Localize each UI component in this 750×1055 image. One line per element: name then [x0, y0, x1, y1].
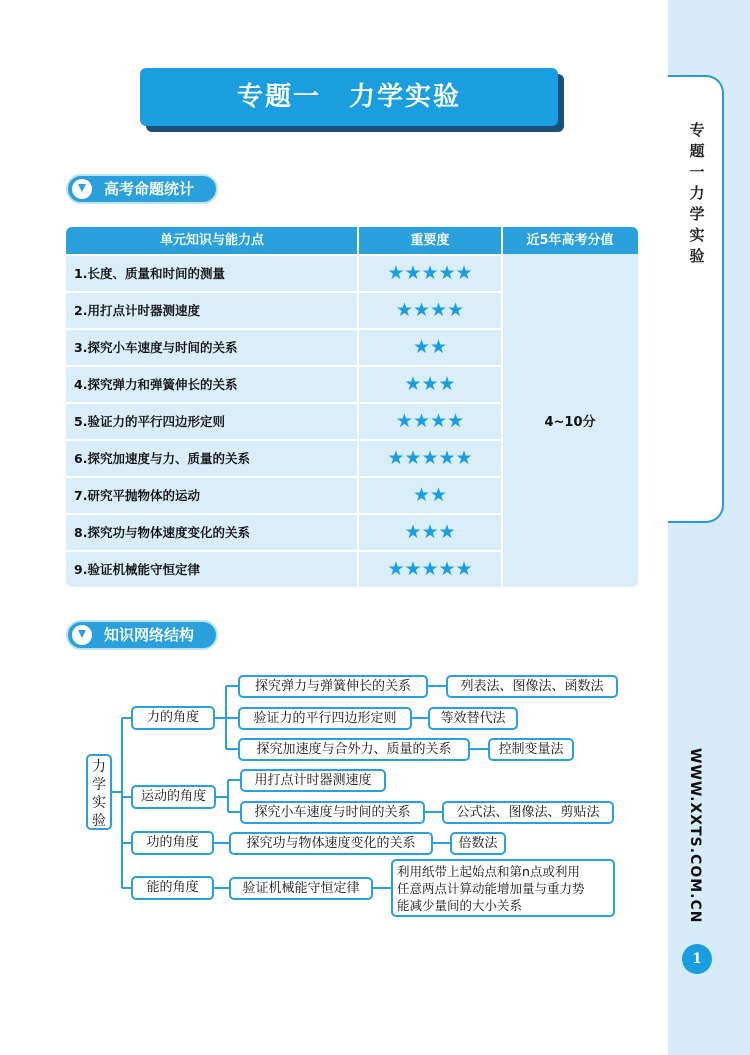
- item-timer: 用打点计时器测速度: [240, 769, 386, 792]
- row-name: 8.探究功与物体速度变化的关系: [74, 525, 250, 540]
- item-spring-method: 列表法、图像法、函数法: [446, 675, 618, 698]
- side-chapter-label: 专题一 力学实验: [689, 121, 705, 265]
- note-line: 利用纸带上起始点和第n点或利用: [397, 864, 580, 879]
- table-header-cell: 重要度: [410, 233, 450, 248]
- row-stars: ★★★★★: [387, 262, 473, 284]
- row-stars: ★★★: [404, 373, 456, 395]
- table-header-cell: 近5年高考分值: [526, 233, 614, 248]
- item-cart: 探究小车速度与时间的关系: [240, 801, 425, 824]
- table-header-cell: 单元知识与能力点: [159, 233, 264, 248]
- score-cell: 4~10分: [544, 415, 596, 430]
- row-stars: ★★★★: [395, 410, 465, 432]
- row-name: 6.探究加速度与力、质量的关系: [74, 451, 250, 466]
- item-work: 探究功与物体速度变化的关系: [229, 832, 433, 855]
- row-stars: ★★★★★: [387, 558, 473, 580]
- item-parallelogram: 验证力的平行四边形定则: [238, 707, 412, 730]
- item-acceleration: 探究加速度与合外力、质量的关系: [238, 738, 470, 761]
- row-name: 4.探究弹力和弹簧伸长的关系: [74, 377, 238, 392]
- row-stars: ★★★★: [395, 299, 465, 321]
- mindmap-root: 力学实验: [86, 754, 112, 830]
- branch-force: 力的角度: [131, 706, 215, 730]
- row-name: 1.长度、质量和时间的测量: [74, 266, 225, 281]
- branch-motion: 运动的角度: [131, 785, 216, 809]
- row-name: 7.研究平抛物体的运动: [74, 488, 200, 503]
- item-energy: 验证机械能守恒定律: [229, 877, 373, 900]
- item-energy-note: [391, 859, 615, 917]
- row-stars: ★★★★★: [387, 447, 473, 469]
- row-stars: ★★: [412, 484, 448, 506]
- item-spring: 探究弹力与弹簧伸长的关系: [238, 675, 428, 698]
- branch-energy: 能的角度: [131, 876, 214, 900]
- item-acceleration-method: 控制变量法: [488, 738, 574, 761]
- row-stars: ★★★: [404, 521, 456, 543]
- row-name: 3.探究小车速度与时间的关系: [74, 340, 238, 355]
- side-url-text: WWW.XXTS.COM.CN: [687, 748, 703, 924]
- section-header-label: 知识网络结构: [104, 626, 195, 644]
- item-parallelogram-method: 等效替代法: [428, 707, 518, 730]
- section-header-label: 高考命题统计: [104, 180, 195, 198]
- row-name: 9.验证机械能守恒定律: [74, 562, 200, 577]
- page-title: 专题一 力学实验: [140, 68, 558, 126]
- row-name: 5.验证力的平行四边形定则: [74, 414, 225, 429]
- branch-work: 功的角度: [131, 831, 214, 855]
- row-name: 2.用打点计时器测速度: [74, 303, 200, 318]
- item-cart-method: 公式法、图像法、剪贴法: [442, 801, 614, 824]
- item-work-method: 倍数法: [450, 832, 506, 855]
- note-line: 任意两点计算动能增加量与重力势: [397, 881, 585, 896]
- row-stars: ★★: [412, 336, 448, 358]
- page-number: 1: [682, 944, 712, 974]
- note-line: 能减少量间的大小关系: [397, 898, 523, 913]
